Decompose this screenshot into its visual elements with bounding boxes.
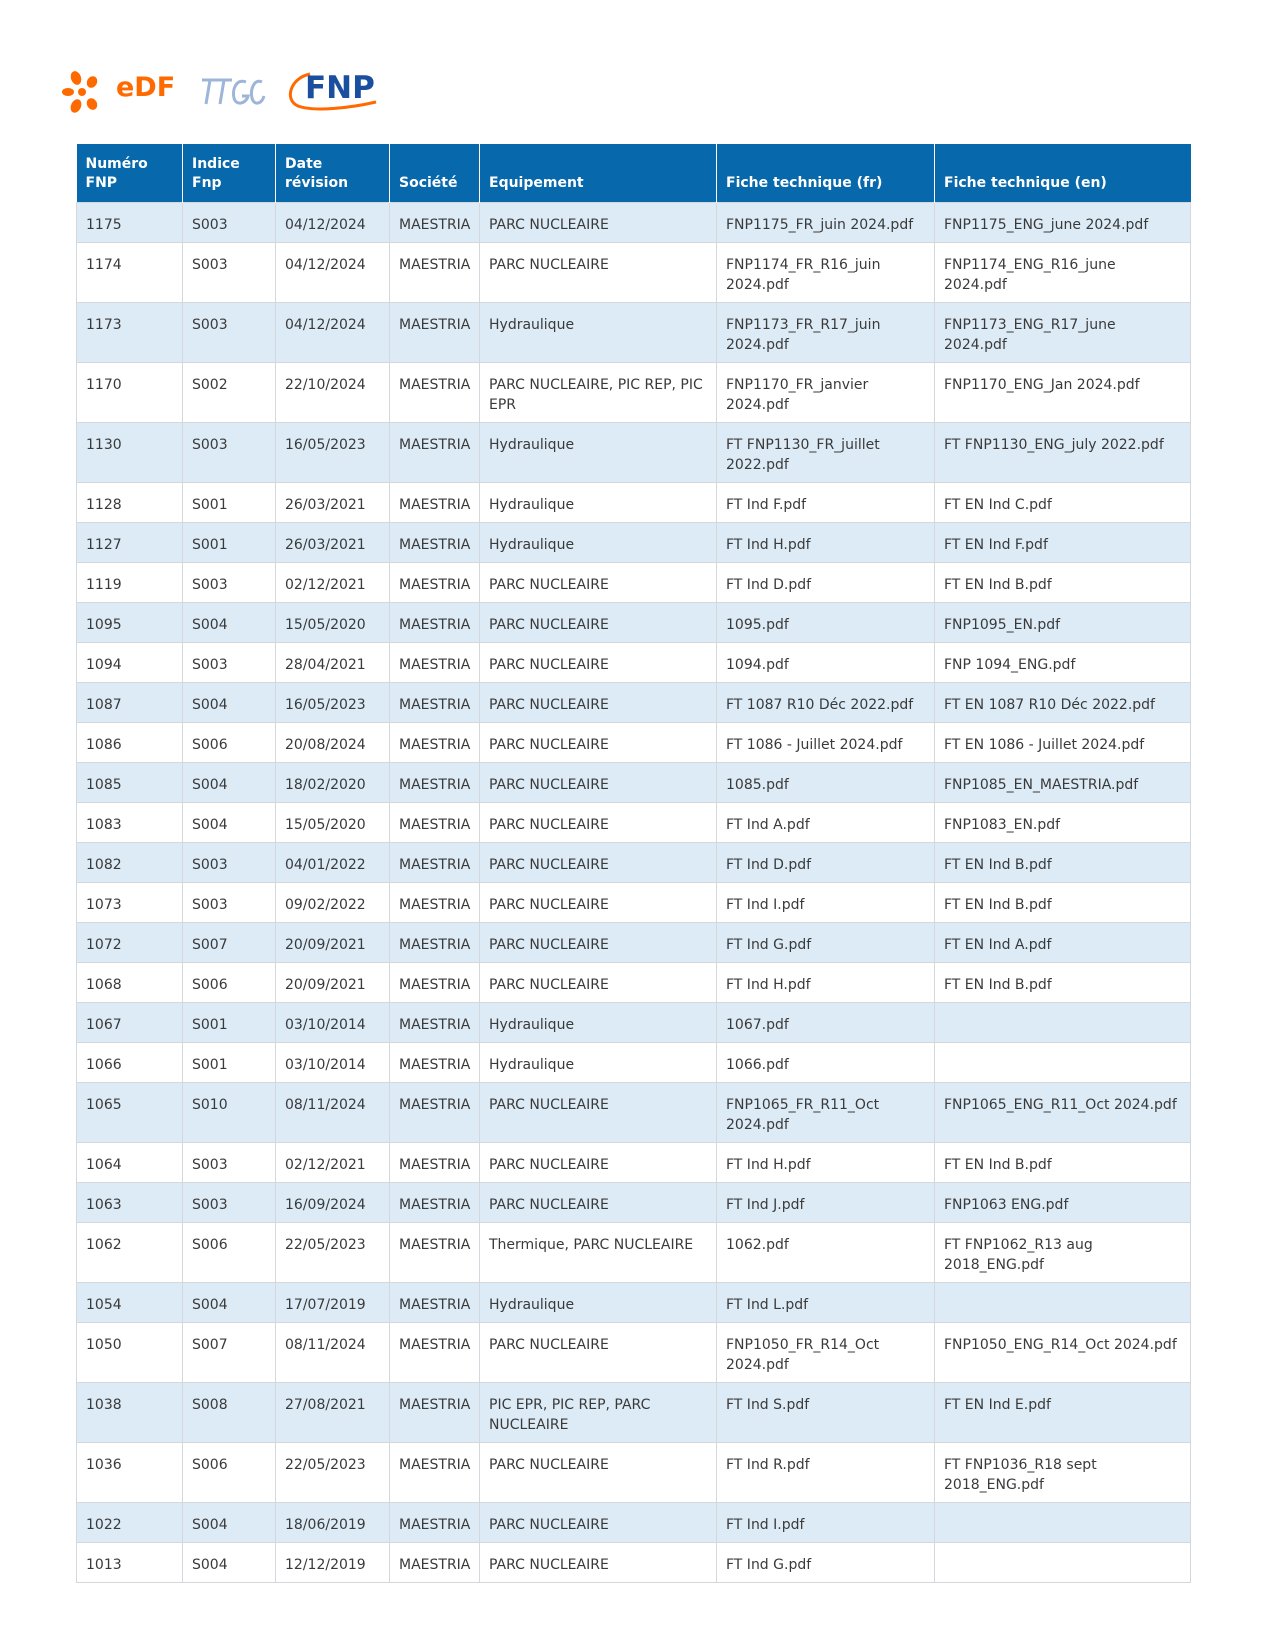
- cell-numero: 1013: [77, 1543, 183, 1583]
- cell-fiche-en: [935, 1543, 1191, 1583]
- cell-fiche-fr[interactable]: 1066.pdf: [717, 1043, 935, 1083]
- cell-indice: S001: [183, 523, 276, 563]
- cell-fiche-fr[interactable]: FT Ind H.pdf: [717, 523, 935, 563]
- cell-date: 28/04/2021: [276, 643, 390, 683]
- cell-indice: S001: [183, 483, 276, 523]
- cell-fiche-en[interactable]: FNP1170_ENG_Jan 2024.pdf: [935, 363, 1191, 423]
- cell-fiche-fr[interactable]: FT Ind G.pdf: [717, 923, 935, 963]
- cell-numero: 1073: [77, 883, 183, 923]
- cell-equipement: PARC NUCLEAIRE: [480, 723, 717, 763]
- cell-societe: MAESTRIA: [390, 803, 480, 843]
- cell-indice: S004: [183, 603, 276, 643]
- table-row: [77, 203, 1191, 243]
- cell-fiche-en[interactable]: FT EN Ind B.pdf: [935, 563, 1191, 603]
- table-header-row: [77, 144, 1191, 203]
- cell-date: 20/09/2021: [276, 963, 390, 1003]
- cell-societe: MAESTRIA: [390, 1443, 480, 1503]
- cell-societe: MAESTRIA: [390, 203, 480, 243]
- cell-equipement: PARC NUCLEAIRE: [480, 1503, 717, 1543]
- cell-numero: 1119: [77, 563, 183, 603]
- table-row: [77, 1323, 1191, 1383]
- cell-societe: MAESTRIA: [390, 603, 480, 643]
- cell-indice: S003: [183, 1183, 276, 1223]
- cell-date: 03/10/2014: [276, 1043, 390, 1083]
- cell-fiche-fr[interactable]: 1085.pdf: [717, 763, 935, 803]
- cell-fiche-en[interactable]: FT EN Ind B.pdf: [935, 883, 1191, 923]
- cell-societe: MAESTRIA: [390, 303, 480, 363]
- cell-equipement: Thermique, PARC NUCLEAIRE: [480, 1223, 717, 1283]
- cell-indice: S003: [183, 423, 276, 483]
- cell-date: 26/03/2021: [276, 523, 390, 563]
- cell-fiche-en: [935, 1043, 1191, 1083]
- cell-numero: 1174: [77, 243, 183, 303]
- cell-date: 15/05/2020: [276, 803, 390, 843]
- cell-indice: S001: [183, 1003, 276, 1043]
- table-row: [77, 1443, 1191, 1503]
- cell-societe: MAESTRIA: [390, 523, 480, 563]
- cell-fiche-en[interactable]: FT EN Ind E.pdf: [935, 1383, 1191, 1443]
- cell-indice: S003: [183, 563, 276, 603]
- cell-numero: 1065: [77, 1083, 183, 1143]
- cell-societe: MAESTRIA: [390, 1223, 480, 1283]
- cell-date: 08/11/2024: [276, 1323, 390, 1383]
- cell-fiche-fr[interactable]: FT Ind H.pdf: [717, 1143, 935, 1183]
- cell-date: 04/12/2024: [276, 303, 390, 363]
- cell-equipement: Hydraulique: [480, 423, 717, 483]
- cell-equipement: PARC NUCLEAIRE: [480, 1083, 717, 1143]
- table-row: [77, 923, 1191, 963]
- table-row: [77, 1543, 1191, 1583]
- cell-societe: MAESTRIA: [390, 1543, 480, 1583]
- cell-date: 16/05/2023: [276, 683, 390, 723]
- cell-societe: MAESTRIA: [390, 683, 480, 723]
- cell-date: 04/01/2022: [276, 843, 390, 883]
- cell-fiche-fr[interactable]: 1095.pdf: [717, 603, 935, 643]
- cell-equipement: PARC NUCLEAIRE: [480, 843, 717, 883]
- cell-fiche-fr[interactable]: FT Ind A.pdf: [717, 803, 935, 843]
- cell-equipement: PARC NUCLEAIRE: [480, 1323, 717, 1383]
- cell-fiche-en[interactable]: FT EN Ind A.pdf: [935, 923, 1191, 963]
- cell-equipement: PARC NUCLEAIRE, PIC REP, PIC EPR: [480, 363, 717, 423]
- cell-numero: 1050: [77, 1323, 183, 1383]
- cell-date: 09/02/2022: [276, 883, 390, 923]
- cell-equipement: Hydraulique: [480, 483, 717, 523]
- table-row: [77, 683, 1191, 723]
- cell-date: 20/08/2024: [276, 723, 390, 763]
- table-row: [77, 303, 1191, 363]
- cell-fiche-en: [935, 1283, 1191, 1323]
- cell-fiche-en[interactable]: FT EN Ind F.pdf: [935, 523, 1191, 563]
- cell-indice: S003: [183, 883, 276, 923]
- cell-fiche-fr[interactable]: FT Ind D.pdf: [717, 843, 935, 883]
- cell-indice: S004: [183, 1283, 276, 1323]
- cell-date: 22/10/2024: [276, 363, 390, 423]
- cell-numero: 1128: [77, 483, 183, 523]
- cell-numero: 1083: [77, 803, 183, 843]
- cell-numero: 1175: [77, 203, 183, 243]
- cell-fiche-fr[interactable]: FNP1174_FR_R16_juin 2024.pdf: [717, 243, 935, 303]
- cell-societe: MAESTRIA: [390, 1003, 480, 1043]
- cell-societe: MAESTRIA: [390, 1283, 480, 1323]
- cell-indice: S003: [183, 843, 276, 883]
- cell-numero: 1068: [77, 963, 183, 1003]
- cell-fiche-fr[interactable]: FT Ind R.pdf: [717, 1443, 935, 1503]
- cell-societe: MAESTRIA: [390, 1503, 480, 1543]
- cell-date: 27/08/2021: [276, 1383, 390, 1443]
- cell-equipement: PARC NUCLEAIRE: [480, 1543, 717, 1583]
- cell-indice: S006: [183, 723, 276, 763]
- cell-fiche-fr[interactable]: FT Ind G.pdf: [717, 1543, 935, 1583]
- cell-societe: MAESTRIA: [390, 1043, 480, 1083]
- cell-numero: 1086: [77, 723, 183, 763]
- cell-equipement: PARC NUCLEAIRE: [480, 1143, 717, 1183]
- cell-fiche-en: [935, 1503, 1191, 1543]
- cell-societe: MAESTRIA: [390, 883, 480, 923]
- cell-fiche-fr[interactable]: FT 1086 - Juillet 2024.pdf: [717, 723, 935, 763]
- cell-fiche-fr[interactable]: FNP1175_FR_juin 2024.pdf: [717, 203, 935, 243]
- cell-date: 02/12/2021: [276, 1143, 390, 1183]
- table-row: [77, 483, 1191, 523]
- table-row: [77, 723, 1191, 763]
- table-row: [77, 1183, 1191, 1223]
- cell-fiche-en[interactable]: FNP1063 ENG.pdf: [935, 1183, 1191, 1223]
- cell-date: 04/12/2024: [276, 203, 390, 243]
- logo-bar: [62, 64, 382, 120]
- cell-indice: S002: [183, 363, 276, 423]
- cell-indice: S006: [183, 1223, 276, 1283]
- cell-numero: 1130: [77, 423, 183, 483]
- cell-equipement: PARC NUCLEAIRE: [480, 603, 717, 643]
- table-row: [77, 963, 1191, 1003]
- cell-fiche-en[interactable]: FT FNP1036_R18 sept 2018_ENG.pdf: [935, 1443, 1191, 1503]
- cell-fiche-en[interactable]: FT EN Ind C.pdf: [935, 483, 1191, 523]
- cell-fiche-en[interactable]: FNP 1094_ENG.pdf: [935, 643, 1191, 683]
- cell-date: 12/12/2019: [276, 1543, 390, 1583]
- header-equipement: Equipement: [480, 144, 717, 203]
- table-row: [77, 1383, 1191, 1443]
- cell-numero: 1173: [77, 303, 183, 363]
- cell-fiche-fr[interactable]: FNP1170_FR_janvier 2024.pdf: [717, 363, 935, 423]
- cell-date: 03/10/2014: [276, 1003, 390, 1043]
- tig-logo-icon: [198, 72, 266, 112]
- cell-fiche-fr[interactable]: FT Ind H.pdf: [717, 963, 935, 1003]
- cell-indice: S003: [183, 643, 276, 683]
- cell-societe: MAESTRIA: [390, 563, 480, 603]
- cell-indice: S006: [183, 1443, 276, 1503]
- cell-date: 18/02/2020: [276, 763, 390, 803]
- cell-societe: MAESTRIA: [390, 763, 480, 803]
- cell-numero: 1066: [77, 1043, 183, 1083]
- cell-fiche-en[interactable]: FNP1173_ENG_R17_june 2024.pdf: [935, 303, 1191, 363]
- fnp-table: [76, 144, 1191, 1583]
- cell-societe: MAESTRIA: [390, 363, 480, 423]
- cell-equipement: PARC NUCLEAIRE: [480, 803, 717, 843]
- cell-fiche-fr[interactable]: FNP1050_FR_R14_Oct 2024.pdf: [717, 1323, 935, 1383]
- cell-fiche-fr[interactable]: FNP1065_FR_R11_Oct 2024.pdf: [717, 1083, 935, 1143]
- table-row: [77, 603, 1191, 643]
- cell-indice: S003: [183, 303, 276, 363]
- cell-date: 16/05/2023: [276, 423, 390, 483]
- table-row: [77, 643, 1191, 683]
- table-row: [77, 1503, 1191, 1543]
- cell-date: 22/05/2023: [276, 1223, 390, 1283]
- cell-fiche-fr[interactable]: FT Ind F.pdf: [717, 483, 935, 523]
- table-row: [77, 883, 1191, 923]
- cell-indice: S008: [183, 1383, 276, 1443]
- cell-fiche-en[interactable]: FNP1095_EN.pdf: [935, 603, 1191, 643]
- cell-fiche-en: [935, 1003, 1191, 1043]
- table-row: [77, 1043, 1191, 1083]
- cell-indice: S006: [183, 963, 276, 1003]
- cell-equipement: Hydraulique: [480, 1283, 717, 1323]
- cell-date: 18/06/2019: [276, 1503, 390, 1543]
- cell-numero: 1082: [77, 843, 183, 883]
- cell-fiche-en[interactable]: FT FNP1062_R13 aug 2018_ENG.pdf: [935, 1223, 1191, 1283]
- cell-fiche-fr[interactable]: 1067.pdf: [717, 1003, 935, 1043]
- cell-equipement: PARC NUCLEAIRE: [480, 1443, 717, 1503]
- cell-fiche-fr[interactable]: FT Ind J.pdf: [717, 1183, 935, 1223]
- cell-equipement: PARC NUCLEAIRE: [480, 643, 717, 683]
- table-row: [77, 1003, 1191, 1043]
- table-row: [77, 523, 1191, 563]
- cell-societe: MAESTRIA: [390, 963, 480, 1003]
- cell-date: 22/05/2023: [276, 1443, 390, 1503]
- cell-societe: MAESTRIA: [390, 1183, 480, 1223]
- fnp-logo-text: FNP: [305, 70, 375, 106]
- cell-indice: S007: [183, 1323, 276, 1383]
- cell-fiche-en[interactable]: FNP1083_EN.pdf: [935, 803, 1191, 843]
- cell-indice: S003: [183, 203, 276, 243]
- header-numero-fnp: Numéro FNP: [77, 144, 183, 203]
- cell-indice: S004: [183, 1543, 276, 1583]
- cell-fiche-fr[interactable]: FT Ind D.pdf: [717, 563, 935, 603]
- cell-date: 16/09/2024: [276, 1183, 390, 1223]
- cell-equipement: PARC NUCLEAIRE: [480, 203, 717, 243]
- cell-numero: 1067: [77, 1003, 183, 1043]
- table-row: [77, 363, 1191, 423]
- cell-societe: MAESTRIA: [390, 923, 480, 963]
- cell-indice: S004: [183, 763, 276, 803]
- cell-fiche-fr[interactable]: FT Ind S.pdf: [717, 1383, 935, 1443]
- cell-fiche-en[interactable]: FNP1174_ENG_R16_june 2024.pdf: [935, 243, 1191, 303]
- cell-date: 08/11/2024: [276, 1083, 390, 1143]
- cell-fiche-en[interactable]: FNP1175_ENG_june 2024.pdf: [935, 203, 1191, 243]
- table-row: [77, 563, 1191, 603]
- cell-fiche-fr[interactable]: FNP1173_FR_R17_juin 2024.pdf: [717, 303, 935, 363]
- cell-numero: 1127: [77, 523, 183, 563]
- cell-societe: MAESTRIA: [390, 723, 480, 763]
- cell-indice: S003: [183, 243, 276, 303]
- cell-fiche-fr[interactable]: FT Ind L.pdf: [717, 1283, 935, 1323]
- cell-numero: 1036: [77, 1443, 183, 1503]
- cell-equipement: PARC NUCLEAIRE: [480, 963, 717, 1003]
- cell-societe: MAESTRIA: [390, 1083, 480, 1143]
- cell-indice: S003: [183, 1143, 276, 1183]
- cell-numero: 1054: [77, 1283, 183, 1323]
- cell-date: 17/07/2019: [276, 1283, 390, 1323]
- cell-fiche-fr[interactable]: FT Ind I.pdf: [717, 1503, 935, 1543]
- cell-indice: S004: [183, 803, 276, 843]
- cell-equipement: PARC NUCLEAIRE: [480, 563, 717, 603]
- cell-date: 02/12/2021: [276, 563, 390, 603]
- header-indice-fnp: Indice Fnp: [183, 144, 276, 203]
- cell-numero: 1064: [77, 1143, 183, 1183]
- cell-numero: 1085: [77, 763, 183, 803]
- cell-equipement: PIC EPR, PIC REP, PARC NUCLEAIRE: [480, 1383, 717, 1443]
- cell-fiche-fr[interactable]: FT 1087 R10 Déc 2022.pdf: [717, 683, 935, 723]
- header-date-revision: Date révision: [276, 144, 390, 203]
- table-row: [77, 1223, 1191, 1283]
- cell-equipement: PARC NUCLEAIRE: [480, 883, 717, 923]
- table-row: [77, 243, 1191, 303]
- cell-date: 20/09/2021: [276, 923, 390, 963]
- cell-societe: MAESTRIA: [390, 1143, 480, 1183]
- cell-equipement: PARC NUCLEAIRE: [480, 683, 717, 723]
- table-row: [77, 803, 1191, 843]
- cell-equipement: PARC NUCLEAIRE: [480, 243, 717, 303]
- cell-numero: 1038: [77, 1383, 183, 1443]
- cell-fiche-en[interactable]: FT EN 1086 - Juillet 2024.pdf: [935, 723, 1191, 763]
- cell-fiche-fr[interactable]: FT FNP1130_FR_juillet 2022.pdf: [717, 423, 935, 483]
- table-row: [77, 843, 1191, 883]
- cell-societe: MAESTRIA: [390, 643, 480, 683]
- cell-date: 26/03/2021: [276, 483, 390, 523]
- edf-logo-text: eDF: [116, 72, 176, 103]
- cell-fiche-en[interactable]: FT EN Ind B.pdf: [935, 843, 1191, 883]
- table-row: [77, 423, 1191, 483]
- cell-societe: MAESTRIA: [390, 1383, 480, 1443]
- cell-societe: MAESTRIA: [390, 483, 480, 523]
- cell-equipement: PARC NUCLEAIRE: [480, 923, 717, 963]
- cell-numero: 1022: [77, 1503, 183, 1543]
- cell-equipement: PARC NUCLEAIRE: [480, 1183, 717, 1223]
- cell-fiche-en[interactable]: FT EN 1087 R10 Déc 2022.pdf: [935, 683, 1191, 723]
- cell-numero: 1063: [77, 1183, 183, 1223]
- table-row: [77, 1283, 1191, 1323]
- header-societe: Société: [390, 144, 480, 203]
- cell-societe: MAESTRIA: [390, 843, 480, 883]
- cell-equipement: Hydraulique: [480, 1043, 717, 1083]
- table-row: [77, 1143, 1191, 1183]
- cell-equipement: Hydraulique: [480, 523, 717, 563]
- header-fiche-en: Fiche technique (en): [935, 144, 1191, 203]
- table-row: [77, 763, 1191, 803]
- cell-societe: MAESTRIA: [390, 423, 480, 483]
- cell-numero: 1094: [77, 643, 183, 683]
- cell-date: 15/05/2020: [276, 603, 390, 643]
- cell-societe: MAESTRIA: [390, 1323, 480, 1383]
- cell-fiche-en[interactable]: FNP1065_ENG_R11_Oct 2024.pdf: [935, 1083, 1191, 1143]
- cell-numero: 1062: [77, 1223, 183, 1283]
- cell-numero: 1170: [77, 363, 183, 423]
- cell-equipement: PARC NUCLEAIRE: [480, 763, 717, 803]
- cell-fiche-en[interactable]: FT FNP1130_ENG_july 2022.pdf: [935, 423, 1191, 483]
- cell-indice: S004: [183, 683, 276, 723]
- cell-fiche-en[interactable]: FT EN Ind B.pdf: [935, 963, 1191, 1003]
- cell-indice: S010: [183, 1083, 276, 1143]
- cell-fiche-en[interactable]: FNP1050_ENG_R14_Oct 2024.pdf: [935, 1323, 1191, 1383]
- cell-date: 04/12/2024: [276, 243, 390, 303]
- cell-equipement: Hydraulique: [480, 303, 717, 363]
- cell-fiche-fr[interactable]: FT Ind I.pdf: [717, 883, 935, 923]
- cell-fiche-fr[interactable]: 1094.pdf: [717, 643, 935, 683]
- cell-indice: S001: [183, 1043, 276, 1083]
- cell-fiche-en[interactable]: FT EN Ind B.pdf: [935, 1143, 1191, 1183]
- cell-indice: S004: [183, 1503, 276, 1543]
- cell-fiche-en[interactable]: FNP1085_EN_MAESTRIA.pdf: [935, 763, 1191, 803]
- cell-numero: 1072: [77, 923, 183, 963]
- cell-indice: S007: [183, 923, 276, 963]
- cell-societe: MAESTRIA: [390, 243, 480, 303]
- cell-equipement: Hydraulique: [480, 1003, 717, 1043]
- cell-numero: 1095: [77, 603, 183, 643]
- header-fiche-fr: Fiche technique (fr): [717, 144, 935, 203]
- cell-fiche-fr[interactable]: 1062.pdf: [717, 1223, 935, 1283]
- cell-numero: 1087: [77, 683, 183, 723]
- table-row: [77, 1083, 1191, 1143]
